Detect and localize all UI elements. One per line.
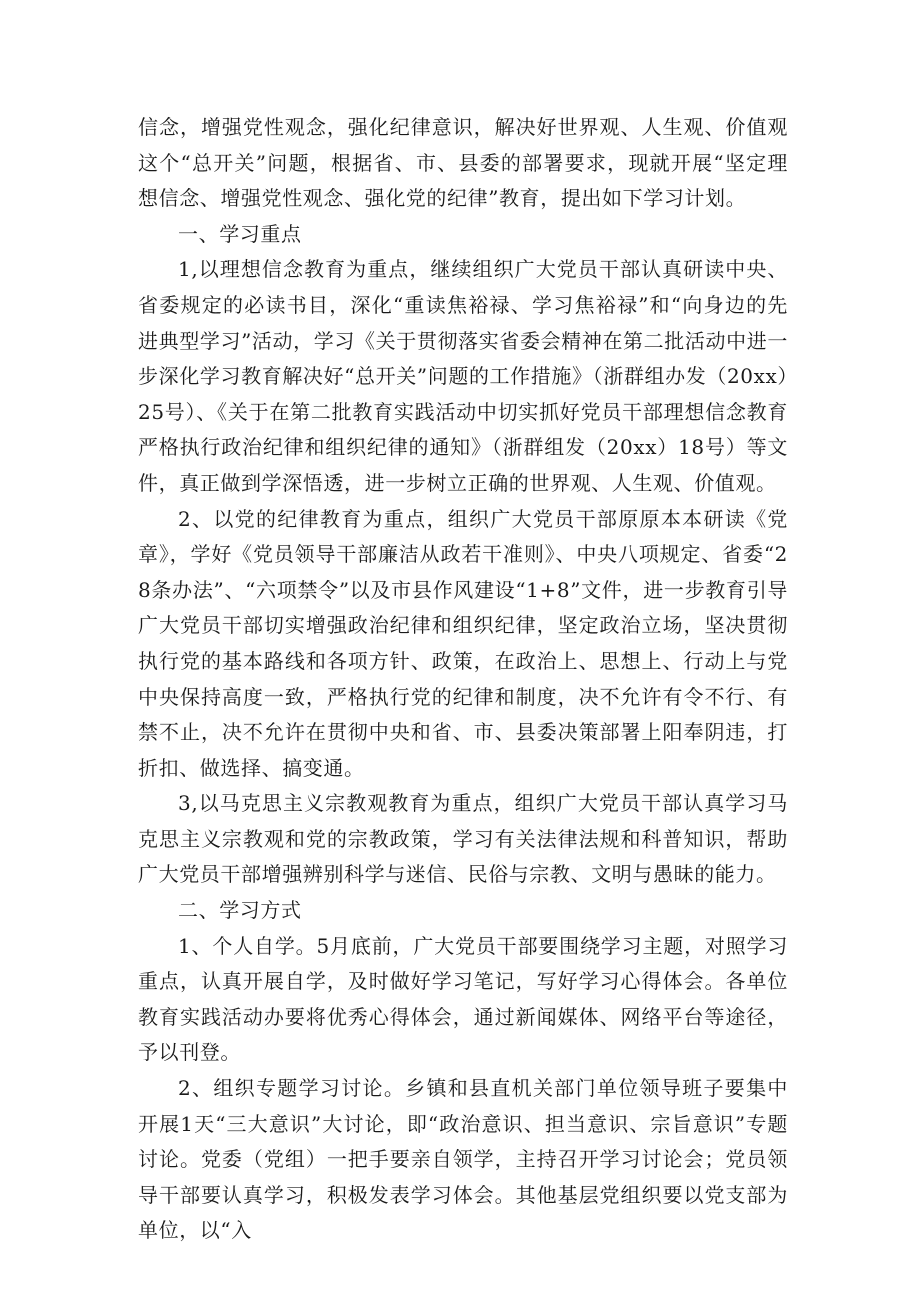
paragraph-method-2: 2、组织专题学习讨论。乡镇和县直机关部门单位领导班子要集中开展1天“三大意识”大讨论，即“政治意识、担当意识、宗旨意识”专题讨论。党委（党组）一把手要亲自领学，主持召开学习讨论会；党员领导干部要认真学习，积极发表学习体会。其他基层党组织要以党支部为单位，以“入: [138, 1076, 788, 1243]
section-heading-study-focus: 一、学习重点: [178, 221, 302, 246]
paragraph-focus-2: 2、以党的纪律教育为重点，组织广大党员干部原原本本研读《党章》，学好《党员领导干部廉洁从政若干准则》、中央八项规定、省委“28条办法”、“六项禁令”以及市县作风建设“1+8”文件，进一步教育引导广大党员干部切实增强政治纪律和组织纪律，坚定政治立场，坚决贯彻执行党的基本路线和各项方针、政策，在政治上、思想上、行动上与党中央保持高度一致，严格执行党的纪律和制度，决不允许有令不行、有禁不止，决不允许在贯彻中央和省、市、县委决策部署上阳奉阴违，打折扣、做选择、搞变通。: [138, 506, 788, 780]
paragraph-intro-continuation: 信念，增强党性观念，强化纪律意识，解决好世界观、人生观、价值观这个“总开关”问题，根据省、市、县委的部署要求，现就开展“坚定理想信念、增强党性观念、强化党的纪律”教育，提出如下学习计划。: [138, 115, 788, 211]
paragraph-focus-1: 1,以理想信念教育为重点，继续组织广大党员干部认真研读中央、省委规定的必读书目，深化“重读焦裕禄、学习焦裕禄”和“向身边的先进典型学习”活动，学习《关于贯彻落实省委会精神在第二批活动中进一步深化学习教育解决好“总开关”问题的工作措施》（浙群组办发（20xx）25号）、《关于在第二批教育实践活动中切实抓好党员干部理想信念教育严格执行政治纪律和组织纪律的通知》（浙群组发（20xx）18号）等文件，真正做到学深悟透，进一步树立正确的世界观、人生观、价值观。: [138, 257, 788, 495]
paragraph-method-1: 1、个人自学。5月底前，广大党员干部要围绕学习主题，对照学习重点，认真开展自学，及时做好学习笔记，写好学习心得体会。各单位教育实践活动办要将优秀心得体会，通过新闻媒体、网络平台等途径，予以刊登。: [138, 933, 788, 1065]
paragraph-focus-3: 3,以马克思主义宗教观教育为重点，组织广大党员干部认真学习马克思主义宗教观和党的宗教政策，学习有关法律法规和科普知识，帮助广大党员干部增强辨别科学与迷信、民俗与宗教、文明与愚昧的能力。: [138, 791, 788, 887]
section-heading-study-methods: 二、学习方式: [178, 898, 302, 923]
document-body: [138, 110, 788, 1249]
